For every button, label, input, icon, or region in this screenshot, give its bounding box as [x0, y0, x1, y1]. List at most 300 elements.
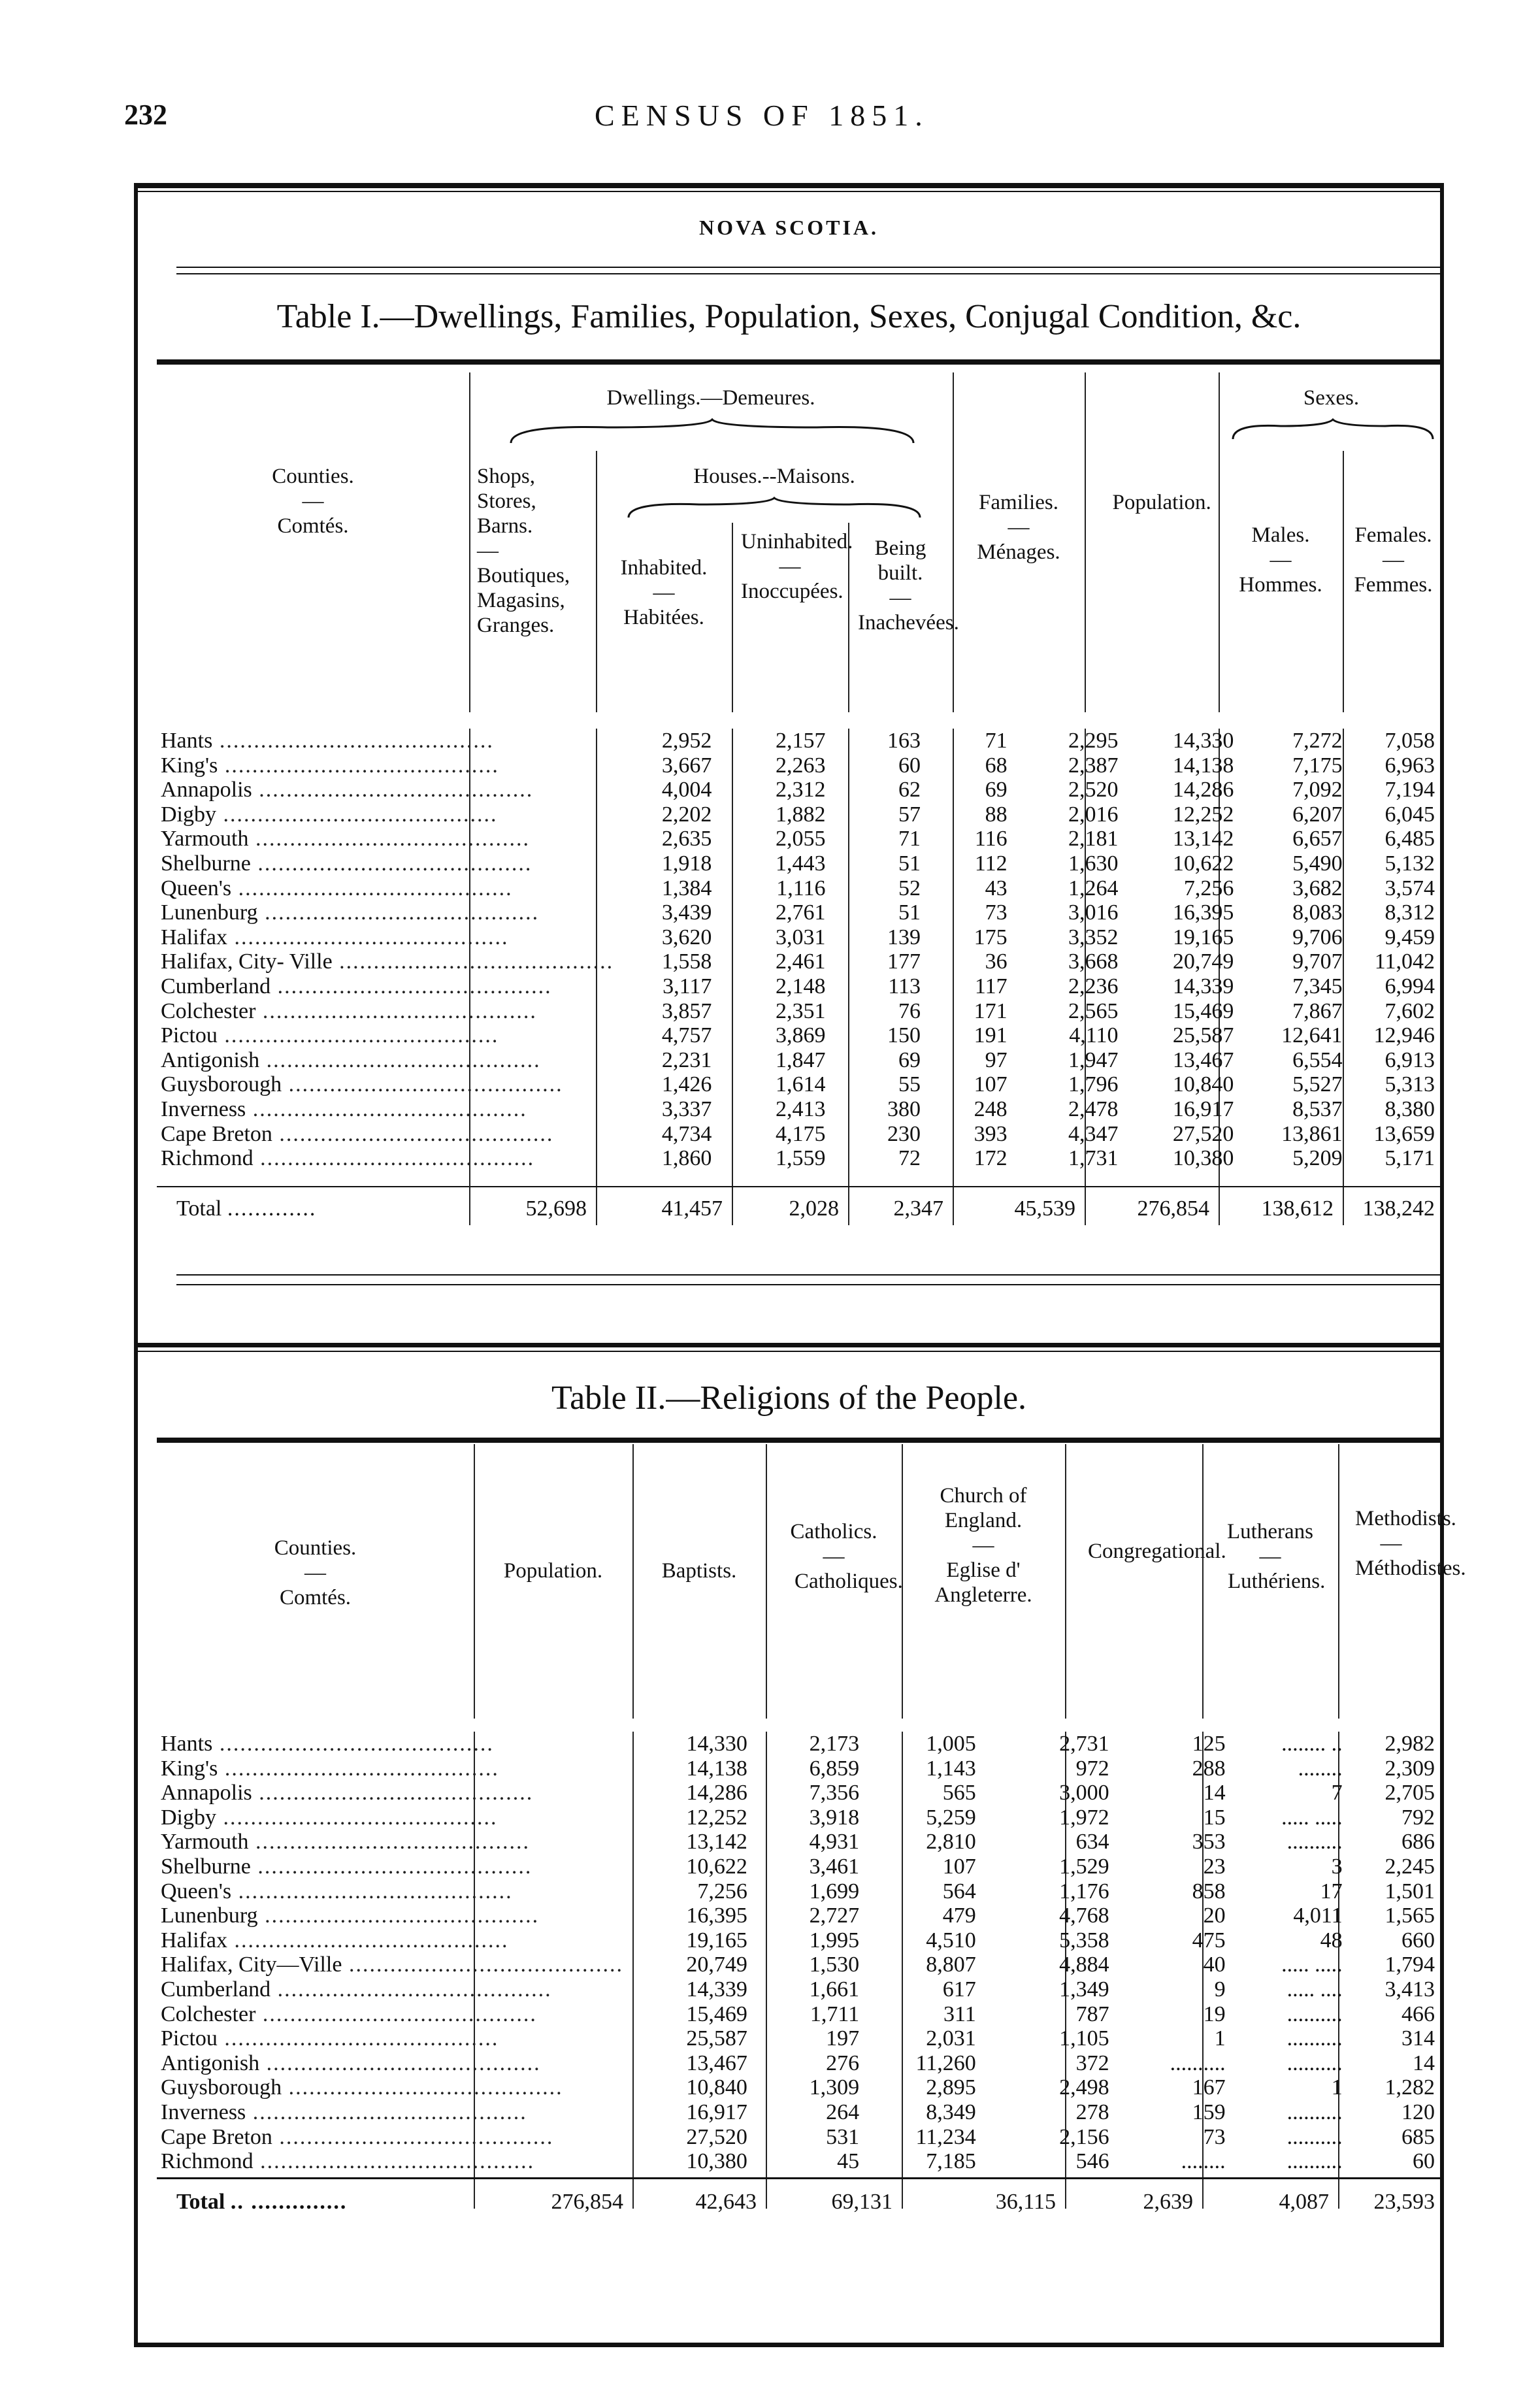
table-row [157, 2051, 1444, 2076]
cell-uninhabited: 113 [888, 974, 921, 998]
cell-shops: 3,857 [661, 998, 712, 1023]
cell-population: 19,165 [1172, 925, 1234, 949]
county-name: Antigonish ........................................ [161, 1047, 541, 1072]
cell-females: 6,045 [1384, 802, 1435, 827]
running-title: CENSUS OF 1851. [595, 99, 929, 132]
cell-lutherans: 17 [1320, 1879, 1343, 1903]
cell-males: 5,209 [1292, 1146, 1343, 1171]
cell-females: 7,194 [1384, 778, 1435, 802]
cell-building: 393 [974, 1121, 1008, 1146]
cell-females: 3,574 [1384, 876, 1435, 900]
cell-inhabited: 2,312 [776, 778, 826, 802]
cell-congregational: 159 [1192, 2100, 1226, 2124]
cell-population: 14,330 [1172, 729, 1234, 753]
cell-shops: 3,337 [661, 1096, 712, 1121]
females-header: Females. — Femmes. [1354, 523, 1433, 597]
cell-uninhabited: 177 [887, 949, 921, 974]
cell-females: 11,042 [1374, 949, 1435, 974]
inhabited-header: Inhabited. — Habitées. [620, 556, 708, 629]
cell-building: 112 [974, 851, 1008, 876]
table-row [157, 827, 1444, 851]
cell-population: 7,256 [697, 1879, 747, 1903]
cell-lutherans: 1 [1331, 2075, 1343, 2100]
cell-population: 14,330 [686, 1732, 747, 1756]
table-row [157, 1048, 1444, 1073]
cell-building: 97 [985, 1047, 1008, 1072]
rule [134, 183, 1444, 188]
cell-population: 13,467 [1172, 1047, 1234, 1072]
cell-inhabited: 2,263 [776, 753, 826, 778]
cell-population: 16,917 [1172, 1096, 1234, 1121]
total-families: 45,539 [1014, 1196, 1075, 1221]
cell-church: 2,498 [1059, 2075, 1109, 2100]
rule [134, 1351, 1444, 1352]
county-name: Lunenburg ........................................ [161, 1903, 540, 1928]
cell-baptists: 1,995 [809, 1928, 860, 1952]
t2-congregational-header: Congregational. [1088, 1540, 1226, 1563]
cell-lutherans: .......... [1286, 2149, 1343, 2174]
cell-females: 7,058 [1384, 729, 1435, 753]
cell-uninhabited: 380 [887, 1096, 921, 1121]
table-row [157, 1146, 1444, 1171]
cell-catholics: 1,143 [926, 1756, 976, 1781]
cell-population: 13,467 [686, 2051, 747, 2075]
cell-catholics: 8,349 [926, 2100, 976, 2124]
cell-inhabited: 2,461 [776, 949, 826, 974]
cell-population: 16,917 [686, 2100, 747, 2124]
county-name: Richmond ........................................ [161, 2149, 535, 2174]
cell-families: 2,016 [1068, 802, 1119, 827]
cell-lutherans: .......... [1286, 2026, 1343, 2051]
cell-catholics: 617 [942, 1977, 976, 2002]
cell-baptists: 3,461 [809, 1854, 860, 1879]
table-row [157, 1756, 1444, 1781]
rule [134, 2343, 1444, 2347]
cell-church: 5,358 [1059, 1928, 1109, 1952]
cell-congregational: 288 [1192, 1756, 1226, 1781]
table-row [157, 1830, 1444, 1854]
cell-population: 14,286 [686, 1781, 747, 1805]
cell-shops: 1,558 [661, 949, 712, 974]
cell-church: 1,972 [1059, 1805, 1109, 1830]
rule [176, 273, 1444, 274]
cell-catholics: 5,259 [926, 1805, 976, 1830]
cell-lutherans: ........ .. [1281, 1732, 1343, 1756]
cell-males: 7,345 [1292, 974, 1343, 998]
t2-counties-header: Counties. — Comtés. [274, 1536, 357, 1609]
cell-methodists: 2,705 [1384, 1781, 1435, 1805]
cell-congregational: 40 [1203, 1952, 1226, 1977]
cell-baptists: 7,356 [809, 1781, 860, 1805]
cell-baptists: 1,530 [809, 1952, 860, 1977]
table-row [157, 1097, 1444, 1122]
rule [157, 359, 1444, 365]
cell-population: 20,749 [1172, 949, 1234, 974]
cell-catholics: 4,510 [926, 1928, 976, 1952]
cell-congregational: 1 [1214, 2026, 1226, 2051]
cell-families: 2,565 [1068, 998, 1119, 1023]
table-row [157, 1805, 1444, 1830]
cell-males: 7,175 [1292, 753, 1343, 778]
cell-congregational: 23 [1203, 1854, 1226, 1879]
cell-methodists: 660 [1401, 1928, 1435, 1952]
cell-uninhabited: 60 [898, 753, 921, 778]
cell-population: 10,622 [1172, 851, 1234, 876]
cell-families: 1,947 [1068, 1047, 1119, 1072]
cell-families: 4,347 [1068, 1121, 1119, 1146]
cell-baptists: 1,661 [809, 1977, 860, 2002]
cell-males: 7,092 [1292, 778, 1343, 802]
cell-catholics: 107 [942, 1854, 976, 1879]
cell-building: 69 [985, 778, 1008, 802]
t2-methodists-header: Methodists. — Méthodistes. [1355, 1507, 1466, 1580]
cell-males: 8,083 [1292, 900, 1343, 925]
cell-inhabited: 2,157 [776, 729, 826, 753]
county-name: Cumberland ........................................ [161, 974, 552, 998]
rule [157, 1438, 1444, 1443]
cell-building: 171 [974, 998, 1008, 1023]
cell-church: 4,884 [1059, 1952, 1109, 1977]
cell-baptists: 6,859 [809, 1756, 860, 1781]
county-name: Richmond ........................................ [161, 1146, 535, 1171]
total-females: 138,242 [1362, 1196, 1435, 1221]
county-name: Lunenburg ........................................ [161, 900, 540, 925]
cell-lutherans: 48 [1320, 1928, 1343, 1952]
table1-header [157, 366, 1444, 712]
county-name: Shelburne ........................................ [161, 851, 532, 876]
males-header: Males. — Hommes. [1239, 523, 1322, 597]
cell-population: 14,138 [686, 1756, 747, 1781]
cell-congregational: 858 [1192, 1879, 1226, 1903]
cell-building: 36 [985, 949, 1008, 974]
cell-methodists: 1,794 [1384, 1952, 1435, 1977]
cell-building: 248 [974, 1096, 1008, 1121]
cell-males: 12,641 [1281, 1023, 1343, 1048]
cell-shops: 1,426 [661, 1072, 712, 1097]
cell-catholics: 2,895 [926, 2075, 976, 2100]
cell-population: 10,840 [686, 2075, 747, 2100]
table-row [157, 949, 1444, 974]
total-uninhabited: 2,028 [789, 1196, 839, 1221]
table2-rows [157, 1732, 1444, 2174]
cell-church: 2,156 [1059, 2124, 1109, 2149]
cell-inhabited: 2,148 [776, 974, 826, 998]
cell-females: 9,459 [1384, 925, 1435, 949]
cell-population: 15,469 [686, 2002, 747, 2026]
table-row [157, 999, 1444, 1024]
cell-males: 6,657 [1292, 827, 1343, 851]
cell-congregational: 15 [1203, 1805, 1226, 1830]
cell-shops: 1,918 [661, 851, 712, 876]
cell-inhabited: 2,055 [776, 827, 826, 851]
cell-lutherans: 3 [1331, 1854, 1343, 1879]
t2-total-lutherans: 4,087 [1279, 2190, 1329, 2214]
cell-shops: 3,620 [661, 925, 712, 949]
cell-lutherans: .......... [1286, 2100, 1343, 2124]
cell-catholics: 11,234 [915, 2124, 976, 2149]
county-name: Digby ........................................ [161, 1805, 498, 1830]
cell-population: 12,252 [686, 1805, 747, 1830]
cell-church: 972 [1075, 1756, 1109, 1781]
cell-methodists: 60 [1413, 2149, 1435, 2174]
t2-catholics-header: Catholics. — Catholiques. [790, 1520, 903, 1593]
county-name: King's ........................................ [161, 753, 499, 778]
rule [134, 1343, 1444, 1347]
cell-families: 2,181 [1068, 827, 1119, 851]
cell-methodists: 314 [1401, 2026, 1435, 2051]
brace-dwellings [510, 418, 915, 444]
province-title: NOVA SCOTIA. [698, 216, 879, 239]
county-name: Guysborough ........................................ [161, 2075, 563, 2100]
cell-shops: 4,004 [661, 778, 712, 802]
cell-building: 117 [974, 974, 1008, 998]
cell-uninhabited: 163 [887, 729, 921, 753]
cell-inhabited: 1,116 [776, 876, 826, 900]
table-row [157, 1122, 1444, 1147]
cell-males: 9,706 [1292, 925, 1343, 949]
cell-catholics: 11,260 [915, 2051, 976, 2075]
cell-males: 5,490 [1292, 851, 1343, 876]
table-row [157, 2002, 1444, 2027]
cell-families: 1,630 [1068, 851, 1119, 876]
cell-families: 1,731 [1068, 1146, 1119, 1171]
total-shops: 52,698 [525, 1196, 587, 1221]
t2-total-baptists: 42,643 [695, 2190, 757, 2214]
cell-families: 2,387 [1068, 753, 1119, 778]
cell-males: 3,682 [1292, 876, 1343, 900]
county-name: Inverness ........................................ [161, 2100, 527, 2124]
cell-females: 6,963 [1384, 753, 1435, 778]
cell-population: 10,840 [1172, 1072, 1234, 1097]
cell-population: 25,587 [1172, 1023, 1234, 1048]
cell-lutherans: .......... [1286, 1830, 1343, 1854]
cell-catholics: 7,185 [926, 2149, 976, 2174]
cell-church: 2,731 [1059, 1732, 1109, 1756]
cell-church: 372 [1075, 2051, 1109, 2075]
cell-uninhabited: 139 [887, 925, 921, 949]
county-name: Guysborough ........................................ [161, 1072, 563, 1097]
cell-building: 71 [985, 729, 1008, 753]
cell-families: 2,295 [1068, 729, 1119, 753]
cell-females: 8,312 [1384, 900, 1435, 925]
cell-lutherans: .......... [1286, 2051, 1343, 2075]
cell-males: 6,554 [1292, 1047, 1343, 1072]
county-name: Shelburne ........................................ [161, 1854, 532, 1879]
table-row [157, 778, 1444, 802]
cell-families: 3,016 [1068, 900, 1119, 925]
cell-shops: 1,384 [661, 876, 712, 900]
table-row [157, 851, 1444, 876]
cell-males: 9,707 [1292, 949, 1343, 974]
cell-shops: 1,860 [661, 1146, 712, 1171]
cell-catholics: 2,810 [926, 1830, 976, 1854]
cell-inhabited: 1,847 [776, 1047, 826, 1072]
cell-baptists: 276 [826, 2051, 860, 2075]
county-name: Queen's ........................................ [161, 1879, 513, 1903]
cell-methodists: 14 [1413, 2051, 1435, 2075]
table2-total-row [157, 2189, 1444, 2215]
county-name: Digby ........................................ [161, 802, 498, 827]
table-row [157, 1879, 1444, 1904]
total-inhabited: 41,457 [661, 1196, 723, 1221]
t2-total-congregational: 2,639 [1143, 2190, 1193, 2214]
cell-methodists: 2,982 [1384, 1732, 1435, 1756]
cell-methodists: 120 [1401, 2100, 1435, 2124]
county-name: King's ........................................ [161, 1756, 499, 1781]
cell-baptists: 4,931 [809, 1830, 860, 1854]
cell-lutherans: ........ [1298, 1756, 1343, 1781]
table2 [157, 1444, 1466, 2339]
cell-females: 5,132 [1384, 851, 1435, 876]
cell-families: 3,668 [1068, 949, 1119, 974]
cell-building: 116 [974, 827, 1008, 851]
shops-header: Shops, Stores, Barns. — Boutiques, Magasins, Granges. [477, 465, 570, 637]
county-name: Hants ........................................ [161, 729, 494, 753]
total-building: 2,347 [893, 1196, 943, 1221]
rule [176, 1284, 1444, 1285]
cell-shops: 2,952 [661, 729, 712, 753]
cell-shops: 4,757 [661, 1023, 712, 1048]
cell-inhabited: 2,413 [776, 1096, 826, 1121]
county-name: Annapolis ........................................ [161, 1781, 534, 1805]
cell-population: 14,138 [1172, 753, 1234, 778]
t2-population-header: Population. [503, 1559, 603, 1583]
cell-lutherans: ..... ..... [1281, 1952, 1343, 1977]
cell-population: 10,380 [1172, 1146, 1234, 1171]
cell-methodists: 2,309 [1384, 1756, 1435, 1781]
brace-houses [627, 497, 921, 519]
cell-population: 12,252 [1172, 802, 1234, 827]
table-row [157, 2125, 1444, 2150]
building-header: Being built. — Inachevées. [858, 536, 959, 634]
t2-church-header: Church of England. — Eglise d' Angleterre. [934, 1484, 1032, 1607]
table-row [157, 1023, 1444, 1048]
county-name: Hants ........................................ [161, 1732, 494, 1756]
table-row [157, 1732, 1444, 1756]
cell-population: 14,339 [686, 1977, 747, 2002]
cell-families: 2,478 [1068, 1096, 1119, 1121]
cell-congregational: 73 [1203, 2124, 1226, 2149]
cell-females: 12,946 [1373, 1023, 1435, 1048]
cell-males: 6,207 [1292, 802, 1343, 827]
cell-inhabited: 1,559 [776, 1146, 826, 1171]
cell-population: 13,142 [1172, 827, 1234, 851]
cell-families: 3,352 [1068, 925, 1119, 949]
cell-uninhabited: 62 [898, 778, 921, 802]
cell-shops: 3,117 [663, 974, 712, 998]
cell-uninhabited: 76 [898, 998, 921, 1023]
cell-population: 15,469 [1172, 998, 1234, 1023]
cell-building: 73 [985, 900, 1008, 925]
cell-females: 7,602 [1384, 998, 1435, 1023]
cell-uninhabited: 51 [898, 851, 921, 876]
rule [176, 267, 1444, 268]
cell-females: 6,913 [1384, 1047, 1435, 1072]
county-name: Inverness ........................................ [161, 1096, 527, 1121]
cell-building: 88 [985, 802, 1008, 827]
cell-church: 3,000 [1059, 1781, 1109, 1805]
cell-males: 5,527 [1292, 1072, 1343, 1097]
cell-uninhabited: 52 [898, 876, 921, 900]
cell-church: 4,768 [1059, 1903, 1109, 1928]
t2-total-methodists: 23,593 [1373, 2190, 1435, 2214]
cell-families: 1,796 [1068, 1072, 1119, 1097]
county-name: Halifax ........................................ [161, 1928, 509, 1952]
county-name: Pictou ........................................ [161, 1023, 499, 1048]
cell-inhabited: 3,869 [776, 1023, 826, 1048]
cell-congregational: 9 [1214, 1977, 1226, 2002]
cell-males: 8,537 [1292, 1096, 1343, 1121]
t2-total-label: Total .. .............. [176, 2190, 348, 2214]
cell-inhabited: 1,443 [776, 851, 826, 876]
cell-males: 7,867 [1292, 998, 1343, 1023]
cell-congregational: 125 [1192, 1732, 1226, 1756]
county-name: Annapolis ........................................ [161, 778, 534, 802]
t2-total-population: 276,854 [551, 2190, 623, 2214]
county-name: Halifax, City- Ville ........................................ [161, 949, 614, 974]
cell-building: 191 [974, 1023, 1008, 1048]
cell-church: 546 [1075, 2149, 1109, 2174]
cell-baptists: 197 [826, 2026, 860, 2051]
table1-total-row [157, 1196, 1444, 1222]
cell-building: 172 [974, 1146, 1008, 1171]
cell-population: 25,587 [686, 2026, 747, 2051]
cell-shops: 4,734 [661, 1121, 712, 1146]
counties-header: Counties. — Comtés. [272, 465, 354, 538]
county-name: Halifax, City—Ville ........................................ [161, 1952, 623, 1977]
cell-catholics: 1,005 [926, 1732, 976, 1756]
cell-uninhabited: 55 [898, 1072, 921, 1097]
total-population: 276,854 [1137, 1196, 1209, 1221]
page-number: 232 [124, 99, 167, 131]
sexes-group-header: Sexes. [1303, 386, 1360, 410]
table-row [157, 1928, 1444, 1953]
cell-shops: 2,202 [661, 802, 712, 827]
cell-families: 2,236 [1068, 974, 1119, 998]
cell-methodists: 1,501 [1384, 1879, 1435, 1903]
cell-church: 634 [1075, 1830, 1109, 1854]
cell-families: 4,110 [1069, 1023, 1119, 1048]
cell-uninhabited: 71 [898, 827, 921, 851]
cell-baptists: 531 [826, 2124, 860, 2149]
cell-building: 107 [974, 1072, 1008, 1097]
table-row [157, 1781, 1444, 1805]
cell-lutherans: .......... [1286, 2124, 1343, 2149]
cell-males: 7,272 [1292, 729, 1343, 753]
cell-population: 7,256 [1183, 876, 1234, 900]
cell-uninhabited: 69 [898, 1047, 921, 1072]
table-row [157, 802, 1444, 827]
cell-shops: 2,231 [661, 1047, 712, 1072]
cell-congregational: 353 [1192, 1830, 1226, 1854]
cell-females: 5,171 [1384, 1146, 1435, 1171]
brace-sexes [1232, 418, 1434, 440]
table1-caption: Table I.—Dwellings, Families, Population, Sexes, Conjugal Condition, &c. [276, 298, 1302, 335]
cell-population: 19,165 [686, 1928, 747, 1952]
cell-baptists: 1,309 [809, 2075, 860, 2100]
cell-population: 10,622 [686, 1854, 747, 1879]
cell-baptists: 1,711 [810, 2002, 860, 2026]
table-row [157, 2075, 1444, 2100]
cell-inhabited: 3,031 [776, 925, 826, 949]
families-header: Families. — Ménages. [977, 491, 1060, 564]
cell-building: 68 [985, 753, 1008, 778]
t2-baptists-header: Baptists. [661, 1559, 737, 1583]
cell-females: 5,313 [1384, 1072, 1435, 1097]
table-row [157, 876, 1444, 901]
cell-baptists: 2,173 [809, 1732, 860, 1756]
cell-baptists: 3,918 [809, 1805, 860, 1830]
